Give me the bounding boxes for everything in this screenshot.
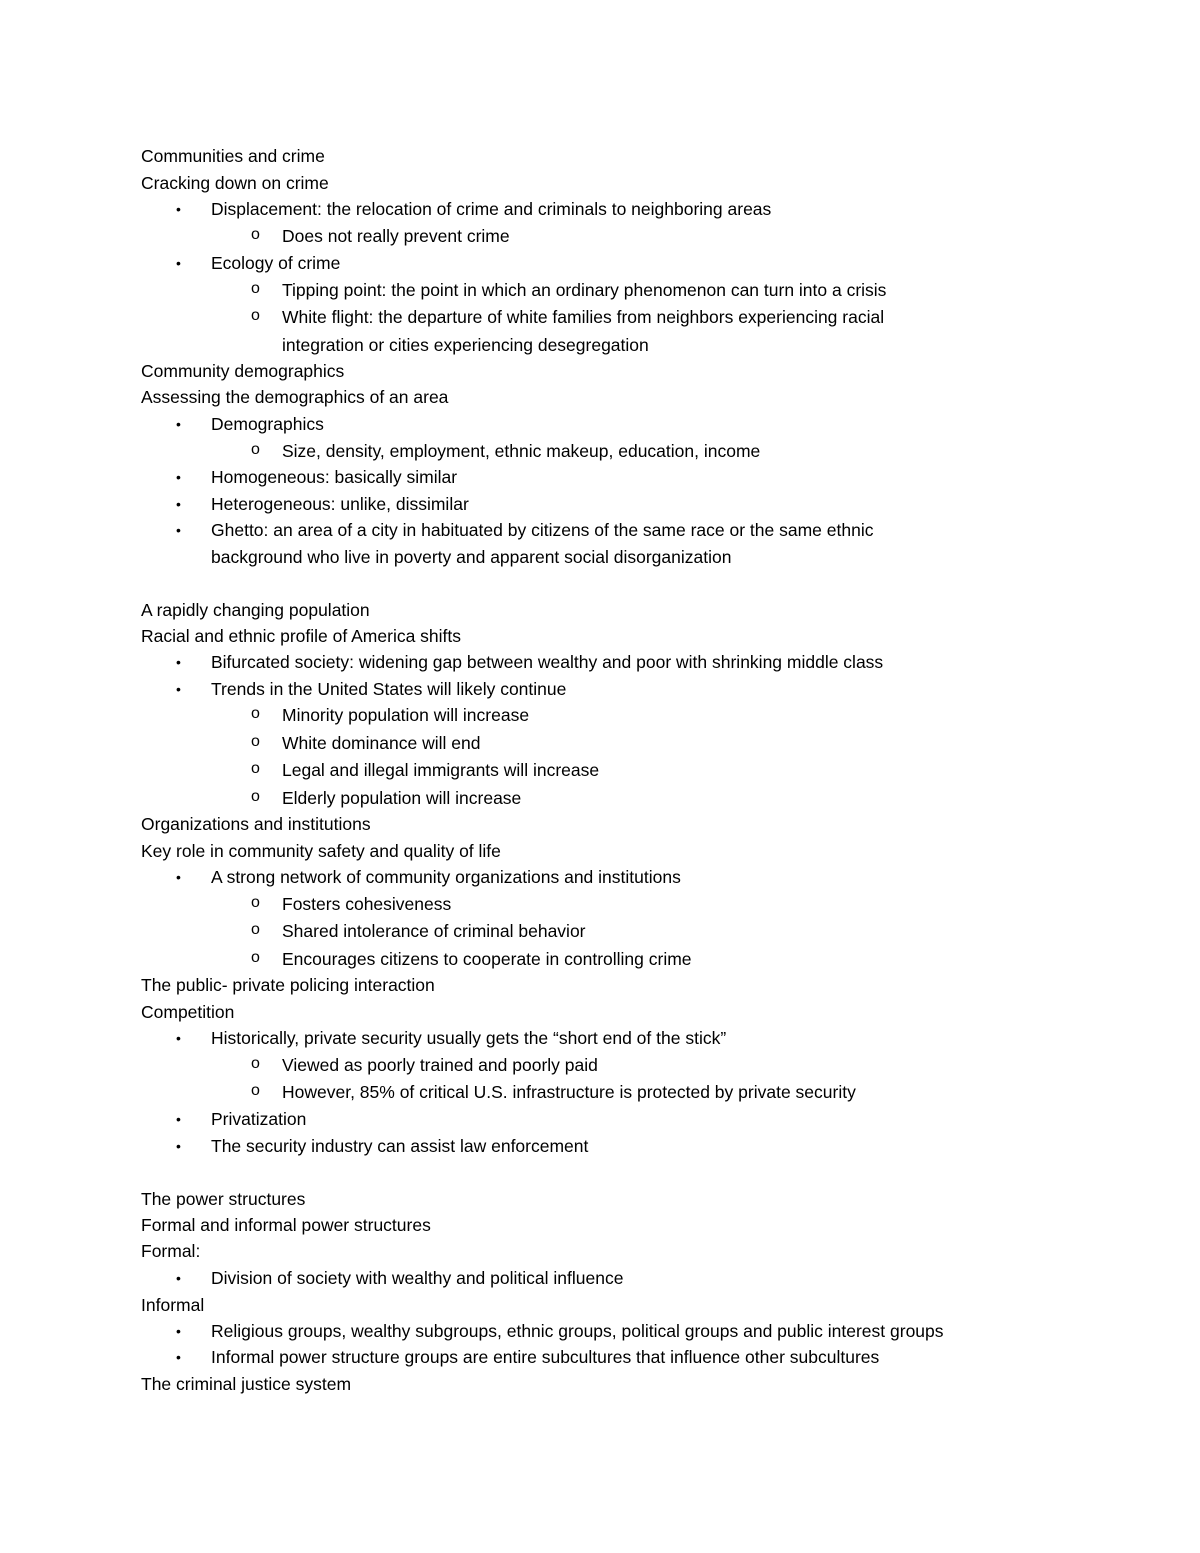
bullet-dot-icon: • <box>176 1349 181 1365</box>
bullet-text: Encourages citizens to cooperate in controlling crime <box>282 949 692 969</box>
bullet-dot-icon: • <box>176 1323 181 1339</box>
sub-bullet-item <box>251 307 885 327</box>
bullet-text: Size, density, employment, ethnic makeup, education, income <box>282 441 761 461</box>
bullet-dot-icon: • <box>176 1270 181 1286</box>
bullet-text: Ghetto: an area of a city in habituated by citizens of the same race or the same ethnic <box>211 520 874 540</box>
bullet-item <box>176 679 567 699</box>
bullet-dot-icon: • <box>176 681 181 697</box>
subheading-line: Key role in community safety and quality of life <box>141 841 501 861</box>
bullet-item <box>176 414 324 434</box>
bullet-circle-icon: o <box>251 760 260 777</box>
sub-bullet-item <box>251 226 510 246</box>
subheading-line: Formal: <box>141 1241 201 1261</box>
bullet-text: Viewed as poorly trained and poorly paid <box>282 1055 598 1075</box>
subheading-line: Formal and informal power structures <box>141 1215 431 1235</box>
bullet-item <box>176 1321 944 1341</box>
bullet-item <box>176 652 884 672</box>
bullet-text: White dominance will end <box>282 733 481 753</box>
heading-line: Organizations and institutions <box>141 814 371 834</box>
bullet-dot-icon: • <box>176 1138 181 1154</box>
sub-bullet-item <box>251 1055 598 1075</box>
bullet-text: Legal and illegal immigrants will increase <box>282 760 600 780</box>
bullet-dot-icon: • <box>176 255 181 271</box>
heading-line: The power structures <box>141 1189 306 1209</box>
bullet-circle-icon: o <box>251 788 260 805</box>
bullet-text: Displacement: the relocation of crime and criminals to neighboring areas <box>211 199 772 219</box>
bullet-dot-icon: • <box>176 201 181 217</box>
subheading-line: Cracking down on crime <box>141 173 329 193</box>
bullet-circle-icon: o <box>251 1082 260 1099</box>
bullet-circle-icon: o <box>251 226 260 243</box>
sub-bullet-item <box>251 705 530 725</box>
bullet-item <box>176 1136 589 1156</box>
bullet-dot-icon: • <box>176 416 181 432</box>
bullet-item <box>176 1109 307 1129</box>
bullet-text: Privatization <box>211 1109 307 1129</box>
bullet-circle-icon: o <box>251 280 260 297</box>
bullet-item <box>176 1347 880 1367</box>
continuation-line: background who live in poverty and apparent social disorganization <box>211 547 732 567</box>
continuation-line: integration or cities experiencing desegregation <box>282 335 649 355</box>
bullet-dot-icon: • <box>176 654 181 670</box>
bullet-text: Division of society with wealthy and political influence <box>211 1268 624 1288</box>
heading-line: Community demographics <box>141 361 345 381</box>
bullet-circle-icon: o <box>251 307 260 324</box>
bullet-dot-icon: • <box>176 469 181 485</box>
bullet-text: A strong network of community organizations and institutions <box>211 867 681 887</box>
bullet-text: Does not really prevent crime <box>282 226 510 246</box>
bullet-text: The security industry can assist law enforcement <box>211 1136 589 1156</box>
bullet-circle-icon: o <box>251 921 260 938</box>
bullet-text: Trends in the United States will likely continue <box>211 679 567 699</box>
bullet-item <box>176 1268 624 1288</box>
bullet-text: Religious groups, wealthy subgroups, ethnic groups, political groups and public interest groups <box>211 1321 944 1341</box>
bullet-text: Shared intolerance of criminal behavior <box>282 921 586 941</box>
bullet-circle-icon: o <box>251 441 260 458</box>
bullet-text: Ecology of crime <box>211 253 341 273</box>
bullet-text: Fosters cohesiveness <box>282 894 452 914</box>
bullet-text: Heterogeneous: unlike, dissimilar <box>211 494 469 514</box>
bullet-item <box>176 253 341 273</box>
bullet-dot-icon: • <box>176 496 181 512</box>
bullet-text: However, 85% of critical U.S. infrastructure is protected by private security <box>282 1082 856 1102</box>
sub-bullet-item <box>251 441 761 461</box>
subheading-line: Competition <box>141 1002 235 1022</box>
sub-bullet-item <box>251 733 481 753</box>
bullet-text: Tipping point: the point in which an ordinary phenomenon can turn into a crisis <box>282 280 887 300</box>
sub-bullet-item <box>251 949 692 969</box>
sub-bullet-item <box>251 788 522 808</box>
subheading-line: Racial and ethnic profile of America shifts <box>141 626 462 646</box>
bullet-circle-icon: o <box>251 894 260 911</box>
sub-bullet-item <box>251 280 887 300</box>
bullet-circle-icon: o <box>251 733 260 750</box>
sub-bullet-item <box>251 921 586 941</box>
bullet-text: Elderly population will increase <box>282 788 522 808</box>
bullet-text: Informal power structure groups are entire subcultures that influence other subcultures <box>211 1347 880 1367</box>
bullet-circle-icon: o <box>251 1055 260 1072</box>
heading-line: The public- private policing interaction <box>141 975 435 995</box>
bullet-text: Bifurcated society: widening gap between wealthy and poor with shrinking middle class <box>211 652 884 672</box>
bullet-item <box>176 520 874 540</box>
bullet-item <box>176 494 469 514</box>
sub-bullet-item <box>251 1082 856 1102</box>
sub-bullet-item <box>251 760 600 780</box>
heading-line: A rapidly changing population <box>141 600 370 620</box>
sub-bullet-item <box>251 894 452 914</box>
bullet-item <box>176 467 458 487</box>
bullet-item <box>176 199 772 219</box>
bullet-text: White flight: the departure of white families from neighbors experiencing racial <box>282 307 885 327</box>
subheading-line: Informal <box>141 1295 205 1315</box>
bullet-dot-icon: • <box>176 1111 181 1127</box>
bullet-item <box>176 867 681 887</box>
bullet-text: Homogeneous: basically similar <box>211 467 458 487</box>
heading-line: The criminal justice system <box>141 1374 352 1394</box>
bullet-item <box>176 1028 727 1048</box>
bullet-text: Historically, private security usually gets the “short end of the stick” <box>211 1028 727 1048</box>
heading-line: Communities and crime <box>141 146 325 166</box>
bullet-dot-icon: • <box>176 1030 181 1046</box>
bullet-text: Minority population will increase <box>282 705 530 725</box>
bullet-circle-icon: o <box>251 705 260 722</box>
bullet-dot-icon: • <box>176 522 181 538</box>
bullet-circle-icon: o <box>251 949 260 966</box>
bullet-text: Demographics <box>211 414 324 434</box>
bullet-dot-icon: • <box>176 869 181 885</box>
subheading-line: Assessing the demographics of an area <box>141 387 449 407</box>
